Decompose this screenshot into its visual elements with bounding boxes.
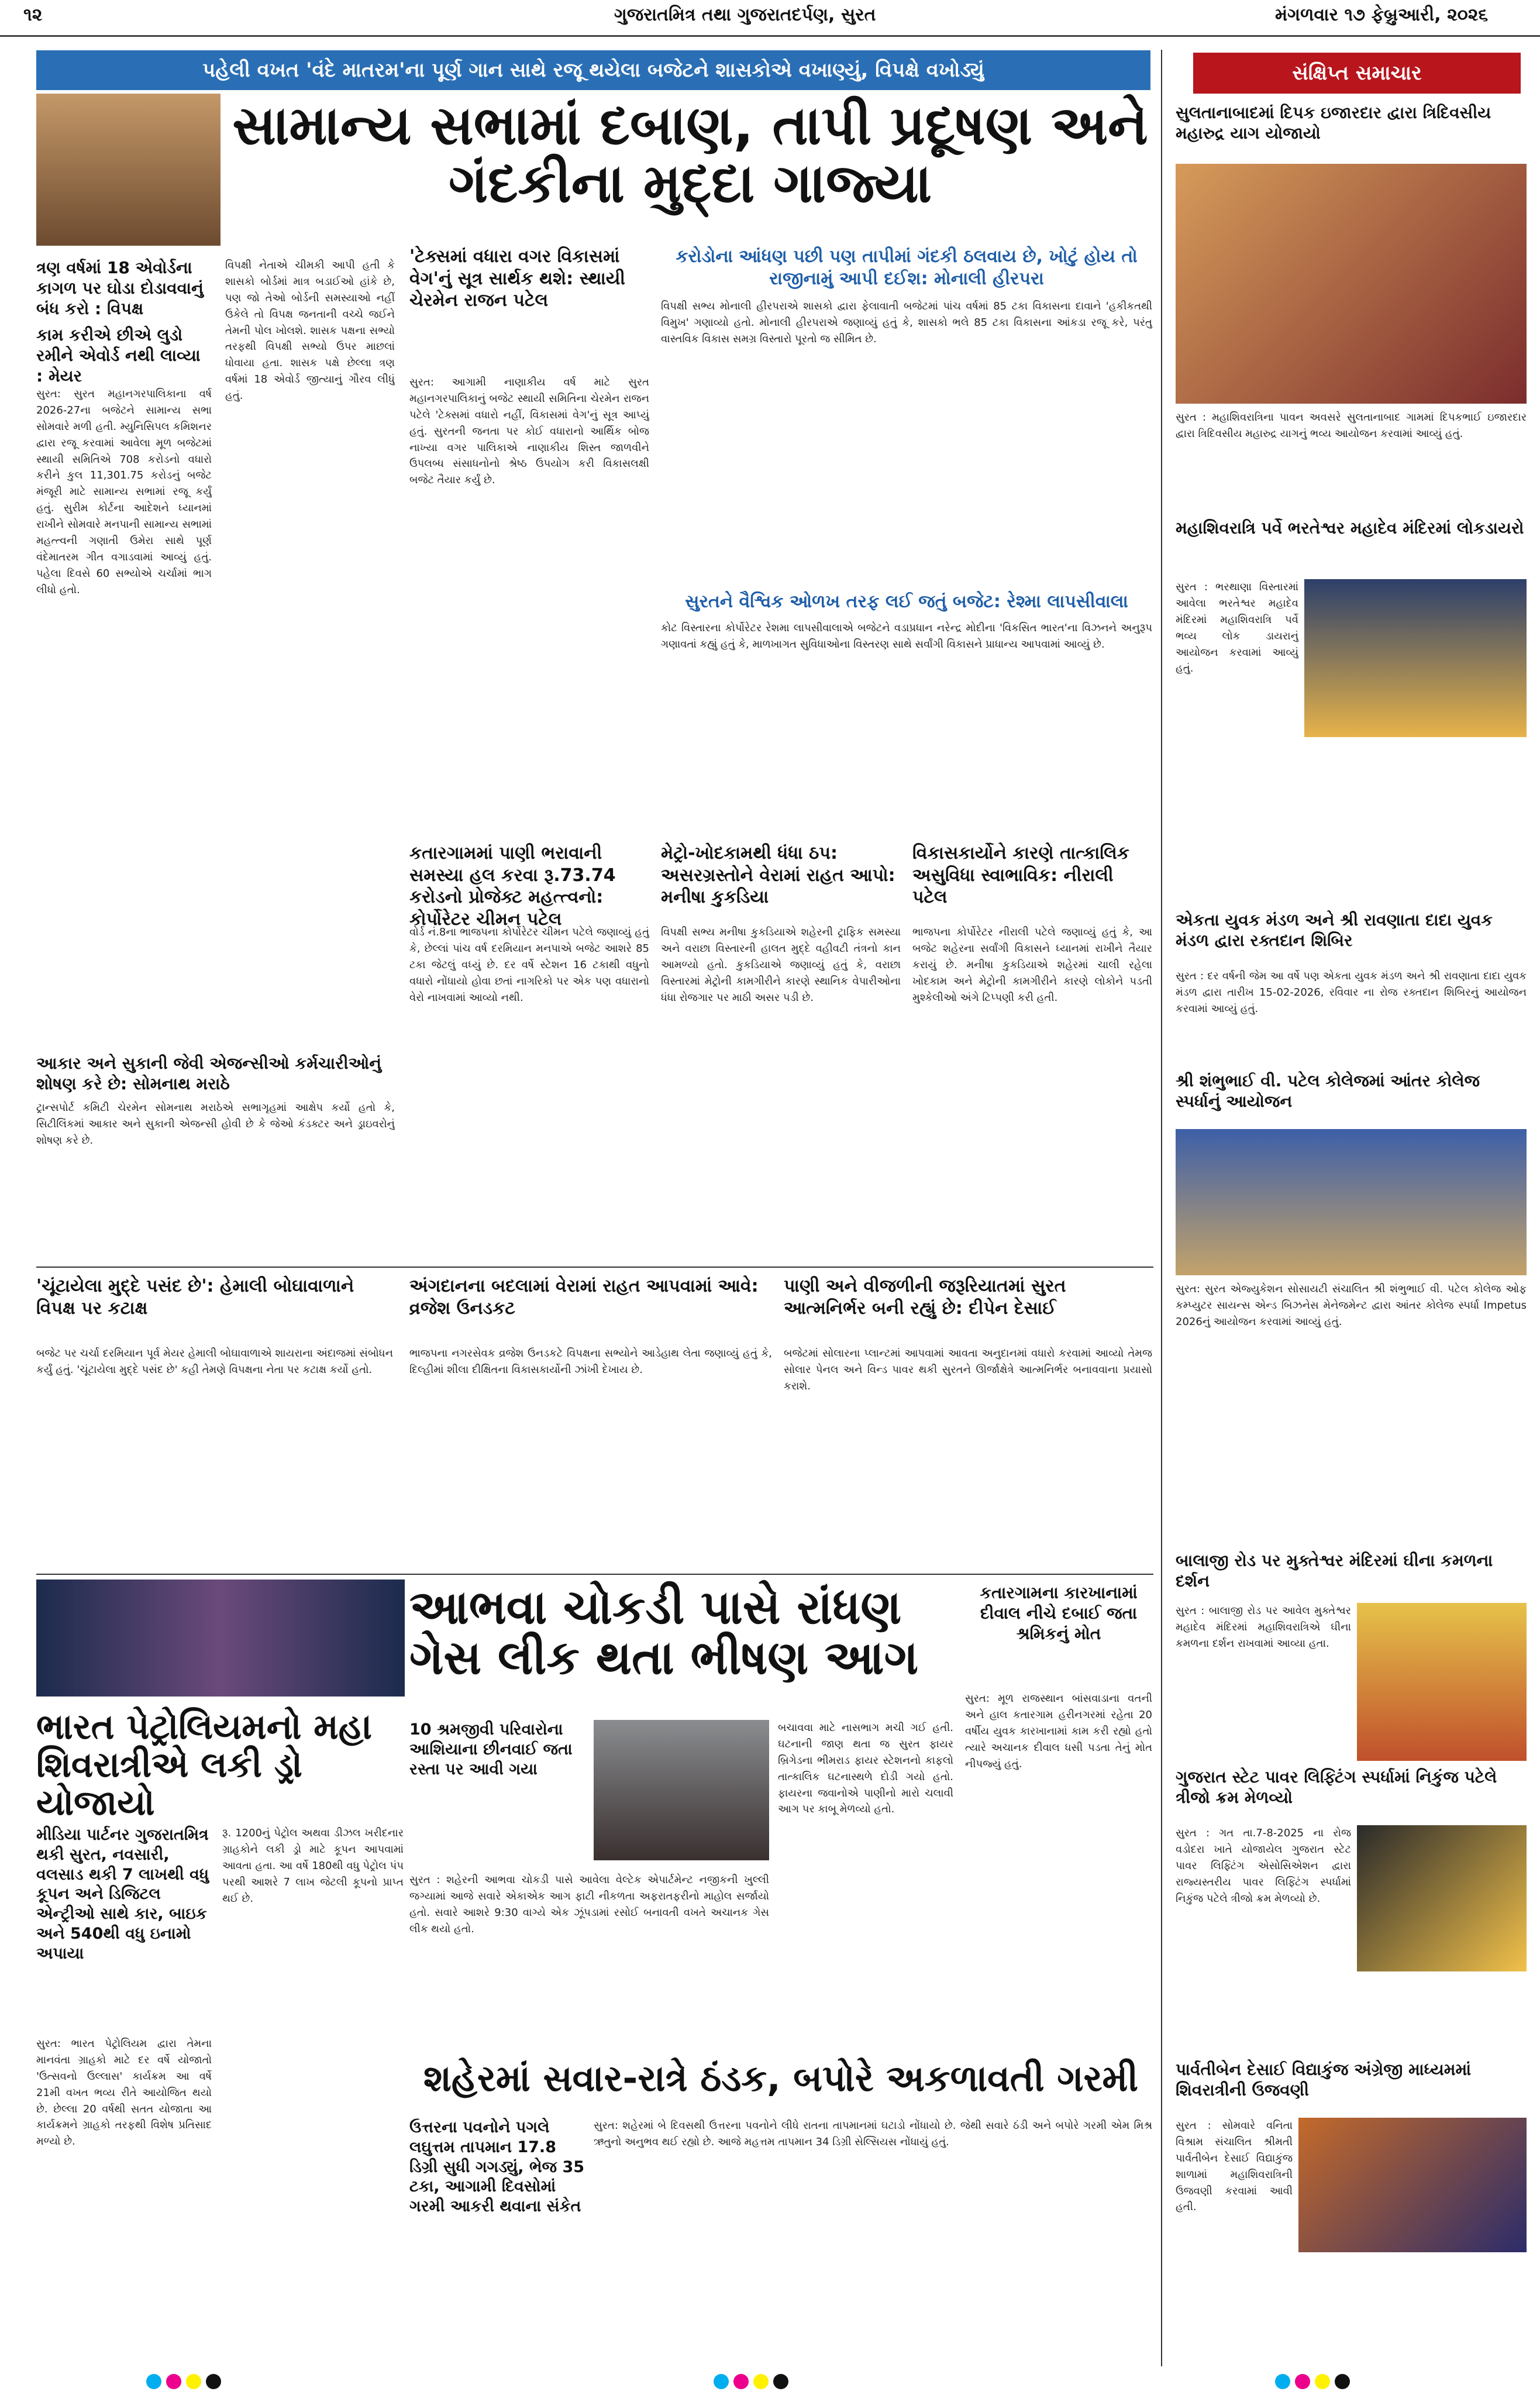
- vrajesh-body: ભાજપના નગરસેવક વ્રજેશ ઉનડકટે વિપક્ષના સભ્યોને આડેહાથ લેતા જણાવ્યું હતું કે, દિલ્હીમાં શીલા દીક્ષિતના વિકાસકાર્યોની ઝાંખી દેખાય છે.: [409, 1347, 772, 1376]
- katargam-body: વોર્ડ નં.8ના ભાજપના કોર્પોરેટર ચીમન પટેલે જણાવ્યું હતું કે, છેલ્લાં પાંચ વર્ષ દરમિયાન મનપાએ બજેટ આશરે 85 ટકા જેટલું વધ્યું છે. દર વર્ષે સ્ટેશન 16 ટકાથી વધુનો વધારો નોંધાયો હોવા છતાં નાગરિકો પર એક પણ વધારાનો વેરો નાખવામાં આવ્યો નથી.: [409, 926, 649, 1004]
- tax-title: 'ટેક્સમાં વધારા વગર વિકાસમાં વેગ'નું સૂત્ર સાર્થક થશે: સ્થાયી ચેરમેન રાજન પટેલ: [409, 246, 625, 311]
- nirali-body: ભાજપના કોર્પોરેટર નીરાલી પટેલે જણાવ્યું હતું કે, આ બજેટ શહેરના સર્વાંગી વિકાસને ધ્યાનમાં રાખીને તૈયાર કરાયું છે. મનીષા કુકડિયાએ શહેરમાં ચાલી રહેલા ખોદકામ અને મેટ્રોની કામગીરીને કારણે લોકોને પડતી મુશ્કેલીઓ અંગે ટિપ્પણી કરી હતી.: [912, 926, 1152, 1004]
- yag-photo: [1176, 164, 1527, 404]
- katargam-wall-title: કતારગામના કારખાનામાં દીવાલ નીચે દબાઈ જતા શ્રમિકનું મોત: [980, 1583, 1138, 1643]
- dipen-body: બજેટમાં સોલારના પ્લાન્ટમાં આપવામાં આવતા અનુદાનમાં વધારો કરવામાં આવ્યો તેમજ સોલાર પેનલ અને વિન્ડ પાવર થકી સુરતને ઊર્જાક્ષેત્રે આત્મનિર્ભર બનાવવાના પ્રયાસો કરાશે.: [784, 1347, 1152, 1392]
- metro-title: મેટ્રો-ખોદકામથી ધંધા ઠપ: અસરગ્રસ્તોને વેરામાં રાહત આપો: મનીષા કુકડિયા: [661, 843, 895, 907]
- news-6-title: ગુજરાત સ્ટેટ પાવર લિફ્ટિંગ સ્પર્ધામાં નિકુંજ પટેલે ત્રીજો ક્રમ મેળવ્યો: [1176, 1767, 1497, 1807]
- fire-photo: [594, 1720, 769, 1860]
- reshma-body: કોટ વિસ્તારના કોર્પોરેટર રેશમા લાપસીવાલાએ બજેટને વડાપ્રધાન નરેન્દ્ર મોદીના 'વિકસિત ભારત'ના વિઝનને અનુરૂપ ગણાવતાં કહ્યું હતું કે, માળખાગત સુવિધાઓના વિસ્તરણ સાથે સર્વાંગી વિકાસને પ્રાધાન્ય આપવામાં આવ્યું છે.: [661, 622, 1152, 651]
- katargam-wall-body: સુરત: મૂળ રાજસ્થાન બાંસવાડાના વતની અને હાલ કતારગામ હરીનગરમાં રહેતા 20 વર્ષીય યુવક કારખાનામાં કામ કરી રહ્યો હતો ત્યારે અચાનક દીવાલ ધસી પડતા તેનું મોત નીપજ્યું હતું.: [965, 1692, 1152, 1770]
- news-6-body: સુરત : ગત તા.7-8-2025 ના રોજ વડોદરા ખાતે યોજાયેલ ગુજરાત સ્ટેટ પાવર લિફ્ટિંગ એસોસિએશન દ્વારા રાજ્યસ્તરીય પાવર લિફ્ટિંગ સ્પર્ધામાં નિકુંજ પટેલે ત્રીજો ક્રમ મેળવ્યો છે.: [1176, 1827, 1351, 1905]
- registration-marks-2: [714, 2374, 793, 2391]
- lokdayro-photo: [1304, 579, 1527, 737]
- katargam-title: કતારગામમાં પાણી ભરાવાની સમસ્યા હલ કરવા રૂ.73.74 કરોડનો પ્રોજેક્ટ મહત્ત્વનો: કોર્પોરેટર ચીમન પટેલ: [409, 843, 616, 930]
- news-7-title: પાર્વતીબેન દેસાઈ વિદ્યાકુંજ અંગ્રેજી માધ્યમમાં શિવરાત્રીની ઉજવણી: [1176, 2060, 1472, 2100]
- news-2-title: મહાશિવરાત્રિ પર્વે ભરતેશ્વર મહાદેવ મંદિરમાં લોકડાયરો: [1176, 518, 1524, 538]
- fire-headline: આભવા ચોકડી પાસે રાંધણ ગેસ લીક થતા ભીષણ આગ: [409, 1580, 918, 1685]
- petrol-headline: ભારત પેટ્રોલિયમનો મહા શિવરાત્રીએ લકી ડ્રો યોજાયો: [36, 1706, 372, 1823]
- nirali-title: વિકાસકાર્યોને કારણે તાત્કાલિક અસુવિધા સ્વાભાવિક: નીરાલી પટેલ: [912, 843, 1129, 907]
- newspaper-name: ગુજરાતમિત્ર તથા ગુજરાતદર્પણ, સુરત: [614, 5, 876, 25]
- tax-body: સુરત: આગામી નાણાકીય વર્ષ માટે સુરત મહાનગરપાલિકાનું બજેટ સ્થાયી સમિતિના ચેરમેન રાજન પટેલે 'ટેક્સમાં વધારો નહીં, વિકાસમાં વેગ'નું સૂત્ર આપ્યું હતું. સુરતની જનતા પર કોઈ વધારાનો આર્થિક બોજ નાખ્યા વગર પાલિકાએ નાણાકીય શિસ્ત જાળવીને ઉપલબ્ધ સંસાધનોનો શ્રેષ્ઠ ઉપયોગ કરી વિકાસલક્ષી બજેટ તૈયાર કર્યું છે.: [409, 376, 649, 487]
- weather-lead: ઉત્તરના પવનોને પગલે લઘુત્તમ તાપમાન 17.8 ડિગ્રી સુધી ગગડ્યું, ભેજ 35 ટકા, આગામી દિવસોમાં ગરમી આકરી થવાના સંકેત: [409, 2118, 585, 2215]
- news-5-title: બાલાજી રોડ પર મુક્તેશ્વર મંદિરમાં ઘીના કમળના દર્શન: [1176, 1551, 1493, 1591]
- reshma-title: સુરતને વૈશ્વિક ઓળખ તરફ લઈ જતું બજેટ: રેશ્મા લાપસીવાલા: [685, 591, 1128, 612]
- event-photo: [36, 1580, 405, 1697]
- school-photo: [1298, 2118, 1527, 2252]
- news-5-body: સુરત : બાલાજી રોડ પર આવેલ મુક્તેશ્વર મહાદેવ મંદિરમાં મહાશિવરાત્રિએ ઘીના કમળના દર્શન રાખવામાં આવ્યા હતા.: [1176, 1605, 1351, 1650]
- hemali-body: બજેટ પર ચર્ચા દરમિયાન પૂર્વ મેયર હેમાલી બોઘાવાળાએ શાયરાના અંદાજમાં સંબોધન કર્યું હતું. 'ચૂંટાયેલા મુદ્દે પસંદ છે' કહી તેમણે વિપક્ષના નેતા પર કટાક્ષ કર્યો હતો.: [36, 1347, 393, 1376]
- vrajesh-title: અંગદાનના બદલામાં વેરામાં રાહત આપવામાં આવે: વ્રજેશ ઉનડકટ: [409, 1276, 759, 1319]
- news-4-body: સુરત: સુરત એજ્યુકેશન સોસાયટી સંચાલિત શ્રી શંભુભાઈ વી. પટેલ કોલેજ ઓફ કમ્પ્યુટર સાયન્સ એન્ડ બિઝનેસ મેનેજમેન્ટ દ્વારા આંતર કોલેજ સ્પર્ધા Impetus 2026નું આયોજન કરવામાં આવ્યું હતું.: [1176, 1283, 1527, 1328]
- lead-body: સુરત: સુરત મહાનગરપાલિકાના વર્ષ 2026-27ના બજેટને સામાન્ય સભા સોમવારે મળી હતી. મ્યુનિસિપલ કમિશનર દ્વારા રજૂ કરવામાં આવેલા મૂળ બજેટમાં સ્થાયી સમિતિએ 708 કરોડનો વધારો કરીને કુલ 11,301.75 કરોડનું બજેટ મંજૂરી માટે સામાન્ય સભામાં રજૂ કર્યું હતું. સુરીમ કોર્ટના આદેશને ધ્યાનમાં રાખીને સોમવારે મનપાની સામાન્ય સભામાં મહત્ત્વની ગણાતી ઉમેરા સાથે પૂર્ણ વંદેમાતરમ ગીત વગાડવામાં આવ્યું હતું. પહેલા દિવસે 60 સભ્યોએ ચર્ચામાં ભાગ લીધો હતો.: [36, 388, 212, 596]
- agency-box-title: આકાર અને સુકાની જેવી એજન્સીઓ કર્મચારીઓનું શોષણ કરે છે: સોમનાથ મરાઠે: [36, 1054, 382, 1093]
- news-1-title: સુલતાનાબાદમાં દિપક ઇજારદાર દ્વારા ત્રિદિવસીય મહારુદ્ર યાગ યોજાયો: [1176, 103, 1491, 143]
- page-header: [0, 0, 1540, 37]
- main-headline: સામાન્ય સભામાં દબાણ, તાપી પ્રદૂષણ અને ગંદકીના મુદ્દા ગાજ્યા: [232, 94, 1148, 215]
- petrol-body: સુરત: ભારત પેટ્રોલિયમ દ્વારા તેમના માનવંતા ગ્રાહકો માટે દર વર્ષે યોજાતો 'ઉત્સવનો ઉલ્લાસ' કાર્યક્રમ આ વર્ષે 21મી વખત ભવ્ય રીતે આયોજિત થયો છે. છેલ્લા 20 વર્ષથી સતત યોજાતા આ કાર્યક્રમને ગ્રાહકો તરફથી વિશેષ પ્રતિસાદ મળ્યો છે.: [36, 2038, 212, 2148]
- dipen-title: પાણી અને વીજળીની જરૂરિયાતમાં સુરત આત્મનિર્ભર બની રહ્યું છે: દીપેન દેસાઈ: [784, 1276, 1066, 1319]
- college-photo: [1176, 1129, 1527, 1275]
- news-3-body: સુરત : દર વર્ષની જેમ આ વર્ષે પણ એકતા યુવક મંડળ અને શ્રી રાવણાતા દાદા યુવક મંડળ દ્વારા તારીખ 15-02-2026, રવિવાર ના રોજ રક્તદાન શિબિરનું આયોજન કરવામાં આવ્યું હતું.: [1176, 970, 1527, 1015]
- monali-title: કરોડોના આંધણ પછી પણ તાપીમાં ગંદકી ઠલવાય છે, ખોટું હોય તો રાજીનામું આપી દઈશ: મોનાલી હીરપરા: [676, 246, 1138, 289]
- column-2-body: વિપક્ષી નેતાએ ચીમકી આપી હતી કે શાસકો બોર્ડમાં માત્ર બડાઈઓ હાંકે છે, પણ જો તેઓ બોર્ડની સમસ્યાઓ નહીં ઉકેલે તો વિપક્ષ જનતાની વચ્ચે જઈને તેમની પોલ ખોલશે. શાસક પક્ષના સભ્યો તરફથી વિપક્ષી સભ્યો ઉપર માછલાં ધોવાયા હતા. શાસક પક્ષે છેલ્લા ત્રણ વર્ષમાં 18 એવોર્ડ જીત્યાનું ગૌરવ લીધું હતું.: [225, 259, 395, 402]
- weather-headline: શહેરમાં સવાર-રાત્રે ઠંડક, બપોરે અકળાવતી ગરમી: [423, 2057, 1139, 2100]
- page-date: મંગળવાર ૧૭ ફેબ્રુઆરી, ૨૦૨૬: [1275, 5, 1489, 25]
- agency-box-body: ટ્રાન્સપોર્ટ કમિટી ચેરમેન સોમનાથ મરાઠેએ સભાગૃહમાં આક્ષેપ કર્યો હતો કે, સિટીલિંકમાં આકાર અને સુકાની એજન્સી હોવી છે કે જેઓ કંડક્ટર અને ડ્રાઇવરોનું શોષણ કરે છે.: [36, 1102, 395, 1147]
- lead-subhead: ત્રણ વર્ષમાં 18 એવોર્ડના કાગળ પર ઘોડા દોડાવવાનું બંધ કરો : વિપક્ષ: [36, 258, 204, 318]
- hemali-title: 'ચૂંટાયેલા મુદ્દે પસંદ છે': હેમાલી બોઘાવાળાને વિપક્ષ પર કટાક્ષ: [36, 1276, 354, 1319]
- top-banner: પહેલી વખત 'વંદે માતરમ'ના પૂર્ણ ગાન સાથે રજૂ થયેલા બજેટને શાસકોએ વખાણ્યું, વિપક્ષે વખોડ્યું: [36, 50, 1150, 90]
- news-2-body: સુરત : ભરથાણા વિસ્તારમાં આવેલા ભરતેશ્વર મહાદેવ મંદિરમાં મહાશિવરાત્રિ પર્વે ભવ્ય લોક ડાયરાનું આયોજન કરવામાં આવ્યું હતું.: [1176, 581, 1298, 675]
- fire-body: સુરત : શહેરની આભવા ચોકડી પાસે આવેલા વેલ્ટેક એપાર્ટમેન્ટ નજીકની ખુલ્લી જગ્યામાં આજે સવારે એકાએક આગ ફાટી નીકળતા અફરાતફરીનો માહોલ સર્જાયો હતો. સવારે આશરે 9:30 વાગ્યે એક ઝૂંપડામાં રસોઈ બનાવતી વખતે અચાનક ગેસ લીક થયો હતો.: [409, 1874, 769, 1935]
- lead-subhead-2: કામ કરીએ છીએ લુડો રમીને એવોર્ડ નથી લાવ્યા : મેયર: [36, 325, 201, 386]
- metro-body: વિપક્ષી સભ્ય મનીષા કુકડિયાએ શહેરની ટ્રાફિક સમસ્યા અને વરાછા વિસ્તારની હાલત મુદ્દે વહીવટી તંત્રનો કાન આમળ્યો હતો. કુકડિયાએ જણાવ્યું હતું કે, વરાછા વિસ્તારમાં મેટ્રોની કામગીરીને કારણે સ્થાનિક વેપારીઓના ધંધા રોજગાર પર માઠી અસર પડી છે.: [661, 926, 901, 1004]
- petrol-lead: મીડિયા પાર્ટનર ગુજરાતમિત્ર થકી સુરત, નવસારી, વલસાડ થકી 7 લાખથી વધુ કૂપન અને ડિજિટલ એન્ટ્રીઓ સાથે કાર, બાઇક અને 540થી વધુ ઇનામો અપાયા: [36, 1826, 209, 1963]
- page-number: ૧૨: [23, 5, 43, 25]
- weather-body: સુરત: શહેરમાં બે દિવસથી ઉત્તરના પવનોને લીધે રાતના તાપમાનમાં ઘટાડો નોંધાયો છે. જેથી સવારે ઠંડી અને બપોરે ગરમી એમ મિશ્ર ઋતુનો અનુભવ થઈ રહ્યો છે. આજે મહત્તમ તાપમાન 34 ડિગ્રી સેલ્સિયસ નોંધાયું હતું.: [594, 2119, 1152, 2148]
- assembly-photo: [36, 94, 221, 246]
- news-4-title: શ્રી શંભુભાઈ વી. પટેલ કોલેજમાં આંતર કોલેજ સ્પર્ધાનું આયોજન: [1176, 1071, 1480, 1111]
- petrol-column: રૂ. 1200નું પેટ્રોલ અથવા ડીઝલ ખરીદનાર ગ્રાહકોને લકી ડ્રો માટે કૂપન આપવામાં આવતા હતા. આ વર્ષે 180થી વધુ પેટ્રોલ પંપ પરથી આશરે 7 લાખ જેટલી કૂપનો પ્રાપ્ત થઈ છે.: [222, 1827, 404, 1905]
- lotus-photo: [1357, 1603, 1527, 1761]
- powerlifting-photo: [1357, 1825, 1527, 1971]
- monali-body: વિપક્ષી સભ્ય મોનાલી હીરપરાએ શાસકો દ્વારા ફેલાવાતી બજેટમાં પાંચ વર્ષમાં 85 ટકા વિકાસના દાવાને 'હકીકતથી વિમુખ' ગણાવ્યો હતો. મોનાલી હીરપરાએ જણાવ્યું હતું કે, શાસકો ભલે 85 ટકા વિકાસના આંકડા રજૂ કરે, પરંતુ વાસ્તવિક વિકાસ સમગ્ર વિસ્તારો પૂરતો જ સીમિત છે.: [661, 300, 1152, 345]
- sidebar-title: સંક્ષિપ્ત સમાચાર: [1193, 53, 1521, 94]
- news-3-title: એકતા યુવક મંડળ અને શ્રી રાવણાતા દાદા યુવક મંડળ દ્વારા રક્તદાન શિબિર: [1176, 910, 1493, 950]
- news-1-body: સુરત : મહાશિવરાત્રિના પાવન અવસરે સુલતાનાબાદ ગામમાં દિપકભાઈ ઇજારદાર દ્વારા ત્રિદિવસીય મહારુદ્ર યાગનું ભવ્ય આયોજન કરવામાં આવ્યું હતું.: [1176, 411, 1527, 440]
- fire-lead: 10 શ્રમજીવી પરિવારોના આશિયાના છીનવાઈ જતા રસ્તા પર આવી ગયા: [409, 1720, 573, 1778]
- registration-marks: [146, 2374, 226, 2391]
- fire-column: બચાવવા માટે નાસભાગ મચી ગઈ હતી. ઘટનાની જાણ થતા જ સુરત ફાયર બ્રિગેડના ભીમરાડ ફાયર સ્ટેશનનો કાફલો તાત્કાલિક ઘટનાસ્થળે દોડી ગયો હતો. ફાયરના જવાનોએ પાણીનો મારો ચલાવી આગ પર કાબૂ મેળવ્યો હતો.: [778, 1722, 953, 1816]
- news-7-body: સુરત : સોમવારે વનિતા વિશ્રામ સંચાલિત શ્રીમતી પાર્વતીબેન દેસાઈ વિદ્યાકુંજ શાળામાં મહાશિવરાત્રિની ઉજવણી કરવામાં આવી હતી.: [1176, 2119, 1293, 2214]
- registration-marks-3: [1275, 2374, 1355, 2391]
